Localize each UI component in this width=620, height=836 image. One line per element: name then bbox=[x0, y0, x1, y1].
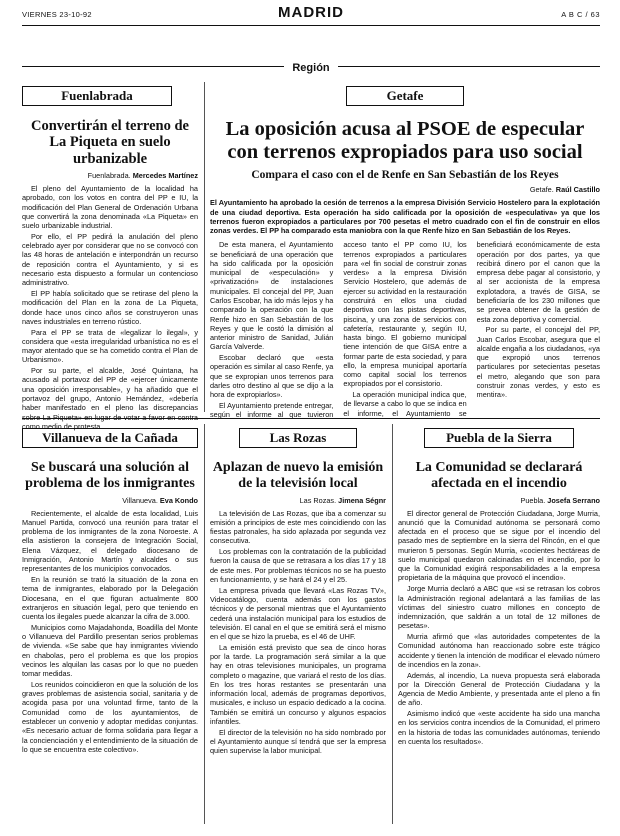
article-villanueva bbox=[22, 428, 198, 756]
article-paragraph: El PP había solicitado que se retirase del pleno la modificación del Plan en la zona de La Piqueta, donde hace unos cinco años se construyeron unas naves industriales en terreno rústico. bbox=[22, 289, 198, 326]
article-paragraph: La emisión está previsto que sea de cinco horas por la tarde. La programación será similar a la que hay en otras televisiones municipales, un programa completo o magazine, que variará el resto de los días. En los tres horas restantes se presentarán una información local, además de programas deportivos, musicales, e incluso un espacio dedicado a la cocina. También se emitirá un concurso y algunos espacios infantiles. bbox=[210, 642, 386, 726]
article-headline: La oposición acusa al PSOE de especular con terrenos expropiados para uso social bbox=[225, 118, 585, 164]
article-byline bbox=[210, 496, 386, 505]
article-location-tag: Puebla de la Sierra bbox=[424, 428, 574, 448]
article-paragraph: El director general de Protección Ciudadana, Jorge Murria, anunció que la Comunidad autónoma se personará como afectada en el proceso que se sigue por el incendio del pasado mes de septiembre en la sierra del Rincón, en el que murieron 5 personas. Según Murria, «cocientes hectáreas de suelo municipal quedaron calcinadas en el incendio, por lo que la Comunidad exigirá responsabilidades a la empresa propietaria de la máquina que provocó el incendio». bbox=[398, 508, 600, 583]
article-subheadline: Compara el caso con el de Renfe en San Sebastián de los Reyes bbox=[251, 169, 559, 182]
article-byline bbox=[210, 185, 600, 194]
article-paragraph: Murria afirmó que «las autoridades competentes de la Comunidad autónoma han reaccionado sobre este trágico accidente y tienen la intención de modificar el elevado número de incendios en la zona». bbox=[398, 632, 600, 669]
article-byline bbox=[398, 496, 600, 505]
article-paragraph: Por su parte, el concejal del PP, Juan Carlos Escobar, asegura que el alcalde engaña a los ciudadanos, «ya que expropió unos terrenos particulares por setecientas pesetas el metro, alegando que son para construir zonas verdes, y esto es mentira». bbox=[476, 325, 600, 400]
article-paragraph: Escobar declaró que «esta operación es similar al caso Renfe, ya que se expropian unos terrenos para darles otro destino al que se dijo a la hora de expropiarlos». bbox=[210, 353, 334, 400]
article-paragraph: El Ayuntamiento pretende entregar, según el informe al que tuvieron acceso tanto el PP como IU, los terrenos expropiados a particulares para «el fin social de construir zonas verdes» a la empresa División Servicio Hostelero, que además de ejercer su actividad en la restauración construirá en ellos una ciudad deportiva con las pistas deportivas, piscina, y una zona de servicios con cafetería, restaurante y, según IU, hasta bingo. El gobierno municipal tiene intención de que GISA entre a formar parte de esta sociedad, y para ello, la empresa municipal aportaría como capital social los terrenos expropiados por el consistorio. bbox=[210, 240, 467, 420]
byline-author: Mercedes Martínez bbox=[132, 171, 198, 181]
article-location-tag: Las Rozas bbox=[239, 428, 357, 448]
column-divider bbox=[204, 424, 205, 824]
article-paragraph: Recientemente, el alcalde de esta localidad, Luis Manuel Partida, convocó una reunión para tratar el problema de los inmigrantes de la zona Noroeste. A ella asistieron la consejera de Integración Social, Elena Vázquez, el delegado diocesano de Inmigración, Antonio Martín y alcaldes o sus representantes de los municipios convocados. bbox=[22, 508, 198, 574]
subsection-header bbox=[22, 58, 600, 74]
article-paragraph: Para el PP se trata de «legalizar lo ilegal», y considera que «esta irregularidad urbanística no es el mayor atentado que se ha cometido contra el Plan de Urbanismo». bbox=[22, 327, 198, 365]
article-puebla bbox=[398, 428, 600, 748]
article-headline: Convertirán el terreno de La Piqueta en suelo urbanizable bbox=[31, 118, 189, 167]
column-divider bbox=[204, 82, 205, 412]
article-paragraph: La televisión de Las Rozas, que iba a comenzar su emisión a principios de este mes coincidiendo con las fiestas patronales, ha sido aplazada por segunda vez consecutiva. bbox=[210, 508, 386, 546]
byline-place: Villanueva. bbox=[122, 495, 158, 505]
masthead bbox=[22, 4, 600, 26]
page-number: A B C / 63 bbox=[561, 10, 600, 19]
article-headline: La Comunidad se declarará afectada en el incendio bbox=[415, 460, 583, 491]
byline-author: Eva Kondo bbox=[159, 495, 198, 505]
article-paragraph: Municipios como Majadahonda, Boadilla del Monte o Villanueva del Pardillo presentan serios problemas de vivienda. «Se sabe que hay inmigrantes viviendo en chabolas, pero el problema es que los propios vecinos les alquilan las casas por lo que no pueden tomar medidas. bbox=[22, 622, 198, 679]
article-paragraph: De esta manera, el Ayuntamiento se beneficiará de una operación que ha sido calificada por la oposición municipal de «especulación» y «privatización» de instalaciones municipales. El concejal del PP, Juan Carlos Escobar, ha ido más lejos y ha comparado la operación con la que Renfe hizo en San Sebastián de los Reyes y que le costó la dimisión al anterior ministro de Sanidad, Julián García Valverde. bbox=[210, 240, 334, 352]
article-body bbox=[210, 240, 600, 419]
article-paragraph: Por su parte, el alcalde, José Quintana, ha acusado al portavoz del PP de «ejercer únicamente una oposición irresponsable», y ha añadido que el portavoz del grupo, Antonio Hernández, «debería haber manifestado en el pleno las discrepancias sobre La Piqueta» en lugar de votar a favor en contra como medio de protesta. bbox=[22, 366, 198, 431]
section-title: MADRID bbox=[278, 4, 344, 21]
article-byline bbox=[22, 496, 198, 505]
article-headline: Se buscará una solución al problema de los inmigrantes bbox=[25, 460, 195, 491]
byline-author: Jimena Ségnr bbox=[338, 495, 386, 505]
article-location-tag: Fuenlabrada bbox=[22, 86, 172, 106]
article-lead: El Ayuntamiento ha aprobado la cesión de terrenos a la empresa División Servicio Hostelero para la explotación de una ciudad deportiva. Esta operación ha sido calificada por la oposición de «especulativa» ya que los terrenos fueron expropiados a particulares por 700 pesetas el metro cuadrado con el fin de construir en ellos zonas verdes. El PP ha comparado esta maniobra con la que Renfe hizo en San Sebastián de los Reyes. bbox=[210, 198, 600, 236]
article-paragraph: La empresa privada que llevará «Las Rozas TV», Videocatálogo, cuenta además con los gastos técnicos y de personal mientras que el Ayuntamiento cederá una instalación municipal para los estudios de televisión. El canal en el que se emitirá será el mismo en el que se hizo la prueba, es el 46 de UHF. bbox=[210, 585, 386, 642]
article-paragraph: Los problemas con la contratación de la publicidad fueron la causa de que se retrasara a los días 17 y 18 de este mes. Por problemas técnicos no se ha puesto en funcionamiento, y se hará el 24 y el 25. bbox=[210, 547, 386, 584]
column-divider bbox=[392, 424, 393, 824]
article-fuenlabrada bbox=[22, 86, 198, 433]
article-paragraph: En la reunión se trató la situación de la zona en tema de inmigrantes, elaborado por la Delegación Diocesana, en el que figuran actualmente 800 extranjeros en situación legal, pero que teniendo en cuenta los ilegales puede alcanzar la cifra de 3.000. bbox=[22, 574, 198, 622]
subsection-label: Región bbox=[284, 62, 337, 74]
article-paragraph: Los reunidos coincidieron en que la solución de los graves problemas de asistencia social, sanitaria y de acogida pasa por una voluntad firme, tanto de la Comunidad como de los ayuntamientos, de establecer un convenio y adoptar medidas conjuntas. «Es necesario actuar de forma solidaria para llegar a la concienciación y el entendimiento de la situación de lo que se encuentra este colectivo». bbox=[22, 679, 198, 754]
article-paragraph: Además, al incendio, La nueva propuesta será elaborada por la Dirección General de Protección Ciudadana y la Agencia de Medio Ambiente, y presentada ante el pleno a fin de año. bbox=[398, 670, 600, 708]
article-paragraph: El director de la televisión no ha sido nombrado por el Ayuntamiento aunque sí tendrá que ser la empresa quien supervise la labor municipal. bbox=[210, 727, 386, 756]
section-divider bbox=[22, 418, 600, 419]
article-getafe bbox=[210, 86, 600, 419]
article-byline bbox=[22, 171, 198, 180]
article-headline: Aplazan de nuevo la emisión de la televisión local bbox=[212, 460, 384, 491]
article-paragraph: Asimismo indicó que «este accidente ha sido una mancha en los servicios contra incendios de la Comunidad, el primero en la historia de todas las comunidades autónomas, teniendo en cuenta los resultados». bbox=[398, 709, 600, 746]
article-paragraph: Por ello, el PP pedirá la anulación del pleno celebrado ayer por considerar que no se convocó con las 48 horas de antelación e interpondrán un recurso de reposición contra el Ayuntamiento, y si es necesario esta dispuesto a formular un contencioso administrativo. bbox=[22, 231, 198, 288]
article-location-tag: Getafe bbox=[346, 86, 464, 106]
article-paragraph: El pleno del Ayuntamiento de la localidad ha aprobado, con los votos en contra del PP e IU, la modificación del Plan General de Ordenación Urbana que convertirá la zona denominada «La Piqueta» en suelo urbanizable industrial. bbox=[22, 184, 198, 231]
issue-date: VIERNES 23-10-92 bbox=[22, 10, 92, 19]
article-paragraph: Jorge Murria declaró a ABC que «si se retrasan los cobros la Administración regional adelantará a las familias de las víctimas del siniestro cuatro millones en concepto de indemnización, que saldrán a un total de 12 millones de pesetas». bbox=[398, 584, 600, 631]
article-location-tag: Villanueva de la Cañada bbox=[22, 428, 198, 448]
byline-author: Raúl Castillo bbox=[555, 185, 600, 195]
article-las-rozas bbox=[210, 428, 386, 757]
byline-place: Las Rozas. bbox=[299, 495, 337, 505]
byline-place: Getafe. bbox=[529, 185, 554, 195]
byline-place: Puebla. bbox=[520, 495, 546, 505]
byline-place: Fuenlabrada. bbox=[87, 171, 131, 181]
byline-author: Josefa Serrano bbox=[547, 495, 600, 505]
article-paragraph: La operación municipal indica que, de llevarse a cabo lo que se indica en el informe, el Ayuntamiento se beneficiará económicamente de esta operación por dos partes, ya que recibirá dinero por el canon que la empresa debe pagar al consistorio, y al ser accionista de la empresa explotadora, a través de GISA, se beneficiaría de los 230 millones que se prevea obtener de la gestión de esta zona deportiva y comercial. bbox=[343, 240, 600, 418]
